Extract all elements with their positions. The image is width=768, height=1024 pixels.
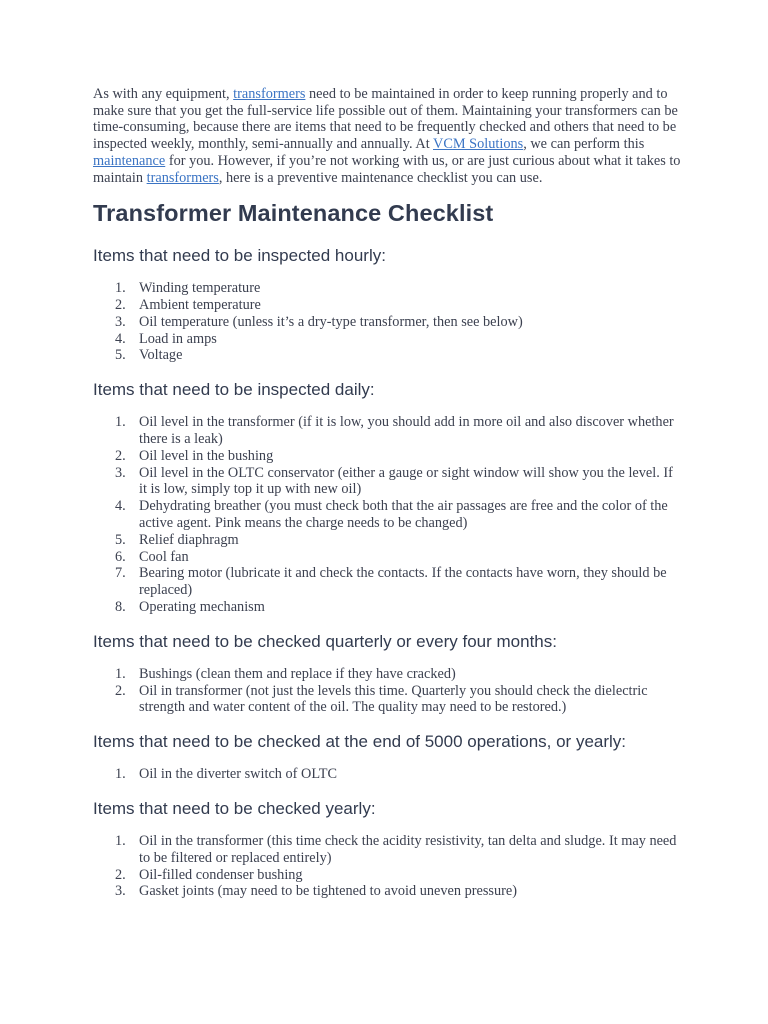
intro-text-3: , we can perform this bbox=[523, 136, 645, 153]
intro-text-4: for you. However, if you’re not working with us, or are just curious about what it takes to maintain bbox=[93, 152, 681, 186]
item-number: 1. bbox=[115, 414, 126, 431]
item-number: 3. bbox=[115, 313, 126, 330]
item-text: Bearing motor (lubricate it and check the contacts. If the contacts have worn, they should be replaced) bbox=[139, 565, 667, 599]
list-item bbox=[93, 532, 683, 549]
item-text: Cool fan bbox=[139, 548, 189, 565]
item-number: 1. bbox=[115, 832, 126, 849]
item-number: 2. bbox=[115, 866, 126, 883]
list-item bbox=[93, 766, 683, 783]
item-text: Relief diaphragm bbox=[139, 531, 239, 548]
list-yearly bbox=[93, 833, 683, 900]
item-text: Oil in the diverter switch of OLTC bbox=[139, 766, 338, 783]
list-item bbox=[93, 666, 683, 683]
list-item bbox=[93, 314, 683, 331]
item-number: 7. bbox=[115, 565, 126, 582]
item-number: 3. bbox=[115, 464, 126, 481]
maintenance-link[interactable]: maintenance bbox=[93, 152, 166, 169]
list-item bbox=[93, 498, 683, 532]
intro-paragraph bbox=[93, 86, 683, 186]
section-heading-daily: Items that need to be inspected daily: bbox=[93, 380, 375, 400]
list-item bbox=[93, 599, 683, 616]
list-item bbox=[93, 331, 683, 348]
item-text: Oil in the transformer (this time check the acidity resistivity, tan delta and sludge. It may need to be filtered or replaced entirely) bbox=[139, 832, 677, 866]
item-number: 1. bbox=[115, 766, 126, 783]
list-item bbox=[93, 280, 683, 297]
item-number: 2. bbox=[115, 682, 126, 699]
item-number: 5. bbox=[115, 531, 126, 548]
item-number: 4. bbox=[115, 498, 126, 515]
intro-text-5: , here is a preventive maintenance checklist you can use. bbox=[218, 169, 543, 186]
item-number: 2. bbox=[115, 447, 126, 464]
item-text: Winding temperature bbox=[139, 280, 261, 297]
item-number: 4. bbox=[115, 330, 126, 347]
intro-text-1: As with any equipment, bbox=[93, 86, 234, 102]
list-daily bbox=[93, 414, 683, 616]
page-title: Transformer Maintenance Checklist bbox=[93, 200, 494, 227]
list-item bbox=[93, 347, 683, 364]
list-hourly bbox=[93, 280, 683, 364]
list-item bbox=[93, 565, 683, 599]
list-quarterly bbox=[93, 666, 683, 716]
item-text: Oil-filled condenser bushing bbox=[139, 866, 303, 883]
item-text: Bushings (clean them and replace if they have cracked) bbox=[139, 665, 456, 682]
list-5000-operations bbox=[93, 766, 683, 783]
list-item bbox=[93, 414, 683, 448]
item-text: Operating mechanism bbox=[139, 598, 265, 615]
item-number: 6. bbox=[115, 548, 126, 565]
intro-text-2: need to be maintained in order to keep running properly and to make sure that you get the full-service life possible out of them. Maintaining your transformers can be time-consuming, because there are items that need to be frequently checked and others that need to be inspected weekly, monthly, semi-annually and annually. At bbox=[93, 86, 678, 153]
list-item bbox=[93, 833, 683, 867]
list-item bbox=[93, 549, 683, 566]
item-number: 3. bbox=[115, 883, 126, 900]
section-heading-quarterly: Items that need to be checked quarterly or every four months: bbox=[93, 631, 557, 651]
vcm-solutions-link[interactable]: VCM Solutions bbox=[433, 136, 524, 153]
item-text: Oil in transformer (not just the levels this time. Quarterly you should check the dielectric strength and water content of the oil. The quality may need to be restored.) bbox=[139, 682, 648, 716]
item-text: Oil level in the OLTC conservator (either a gauge or sight window will show you the level. If it is low, simply top it up with new oil) bbox=[139, 464, 673, 498]
item-number: 5. bbox=[115, 347, 126, 364]
item-text: Gasket joints (may need to be tightened to avoid uneven pressure) bbox=[139, 883, 517, 900]
item-text: Load in amps bbox=[139, 330, 217, 347]
item-number: 1. bbox=[115, 280, 126, 297]
list-item bbox=[93, 465, 683, 499]
item-text: Oil level in the transformer (if it is low, you should add in more oil and also discover whether there is a leak) bbox=[139, 414, 674, 447]
item-number: 1. bbox=[115, 665, 126, 682]
list-item bbox=[93, 683, 683, 717]
transformers-link[interactable]: transformers bbox=[233, 86, 306, 102]
item-number: 8. bbox=[115, 598, 126, 615]
list-item bbox=[93, 297, 683, 314]
item-text: Dehydrating breather (you must check both that the air passages are free and the color of the active agent. Pink means the charge needs to be changed) bbox=[139, 498, 668, 531]
document-page bbox=[93, 86, 683, 900]
item-text: Oil temperature (unless it’s a dry-type transformer, then see below) bbox=[139, 313, 523, 330]
item-text: Oil level in the bushing bbox=[139, 447, 274, 464]
list-item bbox=[93, 448, 683, 465]
list-item bbox=[93, 883, 683, 900]
list-item bbox=[93, 867, 683, 884]
item-text: Voltage bbox=[139, 347, 183, 364]
section-heading-yearly: Items that need to be checked yearly: bbox=[93, 798, 376, 818]
item-number: 2. bbox=[115, 297, 126, 314]
section-heading-5000-operations: Items that need to be checked at the end of 5000 operations, or yearly: bbox=[93, 732, 627, 752]
item-text: Ambient temperature bbox=[139, 297, 261, 314]
section-heading-hourly: Items that need to be inspected hourly: bbox=[93, 246, 386, 266]
transformers-link-2[interactable]: transformers bbox=[146, 169, 219, 186]
